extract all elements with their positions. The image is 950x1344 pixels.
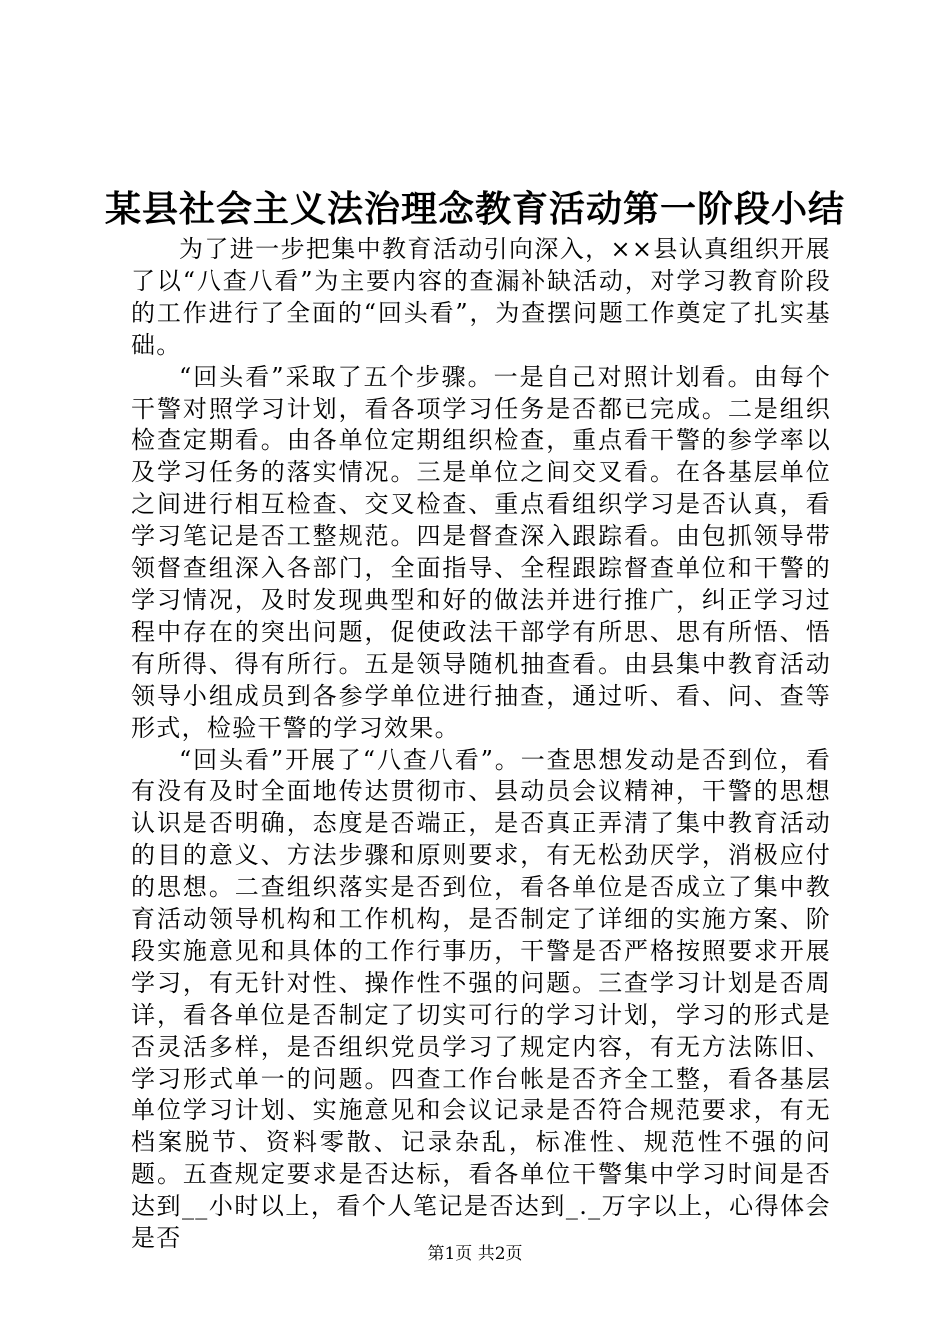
page-number-footer: 第1页 共2页 <box>427 1244 523 1264</box>
document-title: 某县社会主义法治理念教育活动第一阶段小结 <box>104 188 845 230</box>
paragraph-eight-checks: “回头看”开展了“八查八看”。一查思想发动是否到位，看有没有及时全面地传达贯彻市、县动员会议精神，干警的思想认识是否明确，态度是否端正，是否真正弄清了集中教育活动的目的意义、方法步骤和原则要求，有无松劲厌学，消极应付的思想。二查组织落实是否到位，看各单位是否成立了集中教育活动领导机构和工作机构，是否制定了详细的实施方案、阶段实施意见和具体的工作行事历，干警是否严格按照要求开展学习，有无针对性、操作性不强的问题。三查学习计划是否周详，看各单位是否制定了切实可行的学习计划，学习的形式是否灵活多样，是否组织党员学习了规定内容，有无方法陈旧、学习形式单一的问题。四查工作台帐是否齐全工整，看各基层单位学习计划、实施意见和会议记录是否符合规范要求，有无档案脱节、资料零散、记录杂乱，标准性、规范性不强的问题。五查规定要求是否达标，看各单位干警集中学习时间是否达到__小时以上，看个人笔记是否达到_._万字以上，心得体会是否 <box>131 745 831 1253</box>
paragraph-five-steps: “回头看”采取了五个步骤。一是自己对照计划看。由每个干警对照学习计划，看各项学习任务是否都已完成。二是组织检查定期看。由各单位定期组织检查，重点看干警的参学率以及学习任务的落实情况。三是单位之间交叉看。在各基层单位之间进行相互检查、交叉检查、重点看组织学习是否认真，看学习笔记是否工整规范。四是督查深入跟踪看。由包抓领导带领督查组深入各部门，全面指导、全程跟踪督查单位和干警的学习情况，及时发现典型和好的做法并进行推广，纠正学习过程中存在的突出问题，促使政法干部学有所思、思有所悟、悟有所得、得有所行。五是领导随机抽查看。由县集中教育活动领导小组成员到各参学单位进行抽查，通过听、看、问、查等形式，检验干警的学习效果。 <box>131 362 831 742</box>
paragraph-intro: 为了进一步把集中教育活动引向深入，××县认真组织开展了以“八查八看”为主要内容的查漏补缺活动，对学习教育阶段的工作进行了全面的“回头看”，为查摆问题工作奠定了扎实基础。 <box>131 235 831 359</box>
document-body <box>131 234 831 1255</box>
